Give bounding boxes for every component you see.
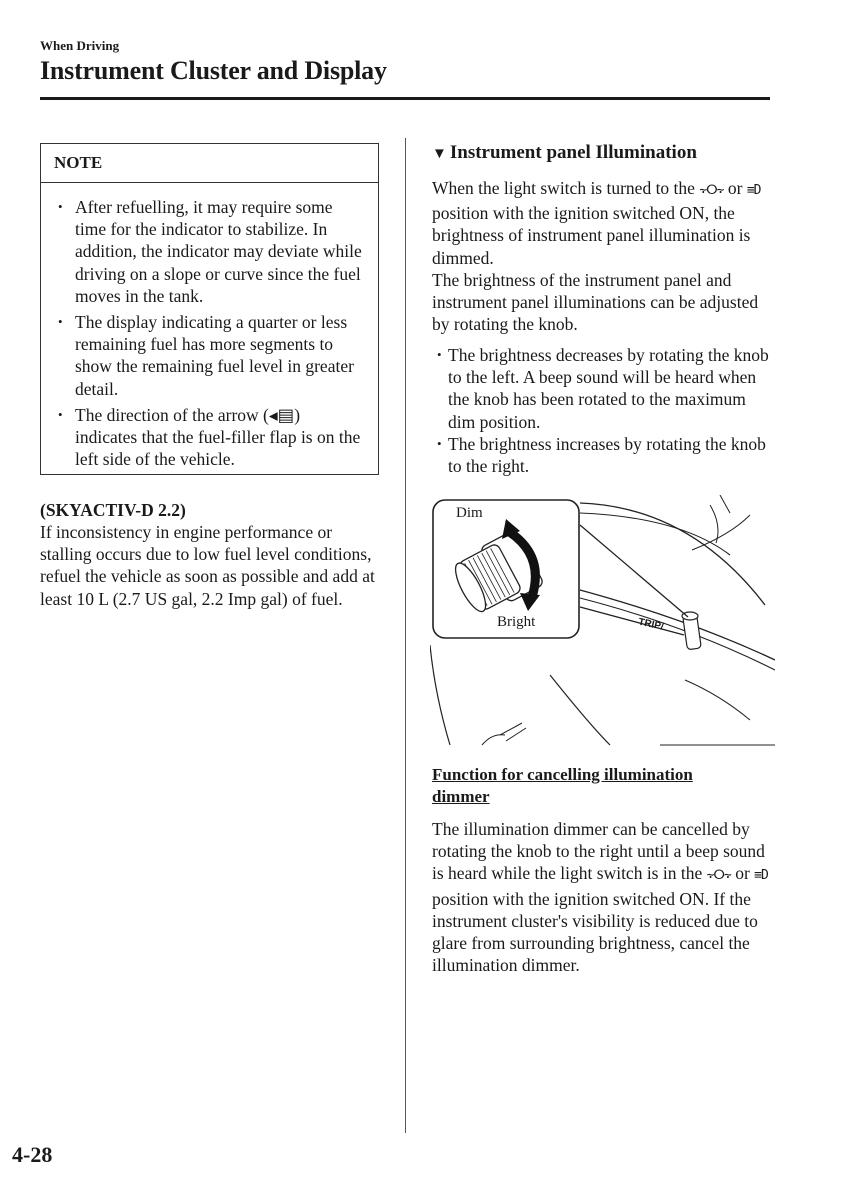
illumination-heading-text: Instrument panel Illumination [449, 142, 697, 163]
dimmer-knob-illustration [430, 495, 775, 750]
illumination-bullet: • The brightness decreases by rotating the knob to the left. A beep sound will be heard when the knob has been rotated to the maximum dim position. [432, 344, 777, 433]
trip-label: TRIP/ [637, 616, 665, 633]
parking-light-icon: ⸟ⵔ⸟ [699, 183, 724, 198]
illumination-para2: The brightness of the instrument panel and instrument panel illuminations can be adjusted by rotating the knob. [432, 269, 759, 335]
illumination-text-c: position with the ignition switched ON, the brightness of instrument panel illumination is dimmed. [432, 203, 751, 268]
cancel-text-b: or [730, 863, 755, 884]
triangle-down-icon: ▼ [432, 146, 447, 162]
note-list [41, 183, 378, 470]
page-title: Instrument Cluster and Display [40, 56, 387, 85]
note-box [40, 143, 379, 475]
title-rule [40, 97, 770, 100]
note-item: • The display indicating a quarter or less remaining fuel has more segments to show the remaining fuel level in greater detail. [57, 311, 366, 400]
cancel-body [432, 818, 777, 976]
note-item: • After refuelling, it may require some time for the indicator to stabilize. In addition, the indicator may deviate while driving on a slope or curve since the fuel moves in the tank. [57, 196, 366, 307]
illumination-heading [432, 142, 697, 164]
illumination-bullets [432, 344, 777, 477]
note-item: • The direction of the arrow (◂▤) indicates that the fuel-filler flap is on the left side of the vehicle. [57, 404, 366, 471]
headlight-icon: ≡D [746, 183, 761, 198]
section-label: When Driving [40, 38, 120, 53]
illumination-text-b: or [723, 178, 747, 198]
page-number: 4-28 [12, 1142, 53, 1167]
note-heading: NOTE [41, 144, 378, 183]
cancel-text-a: The illumination dimmer can be cancelled by rotating the knob to the right until a beep sound is heard while the light switch is in the [432, 819, 765, 884]
cancel-heading: Function for cancelling illumination dimmer [432, 765, 693, 806]
illumination-text-a: When the light switch is turned to the [432, 178, 700, 198]
illumination-bullet: • The brightness increases by rotating the knob to the right. [432, 433, 777, 477]
illumination-body [432, 177, 777, 335]
skyactiv-heading: (SKYACTIV-D 2.2) [40, 500, 186, 520]
bright-label: Bright [497, 614, 536, 630]
skyactiv-body: If inconsistency in engine performance or stalling occurs due to low fuel level conditions, refuel the vehicle as soon as possible and add at least 10 L (2.7 US gal, 2.2 Imp gal) of fuel. [40, 522, 375, 609]
headlight-icon: ≡D [754, 868, 768, 884]
dim-label: Dim [456, 505, 483, 521]
cancel-text-c: position with the ignition switched ON. If the instrument cluster's visibility is reduced due to glare from surrounding brightness, cancel the illumination dimmer. [432, 888, 758, 976]
parking-light-icon: ⸟ⵔ⸟ [706, 868, 731, 884]
column-divider [405, 138, 406, 1133]
